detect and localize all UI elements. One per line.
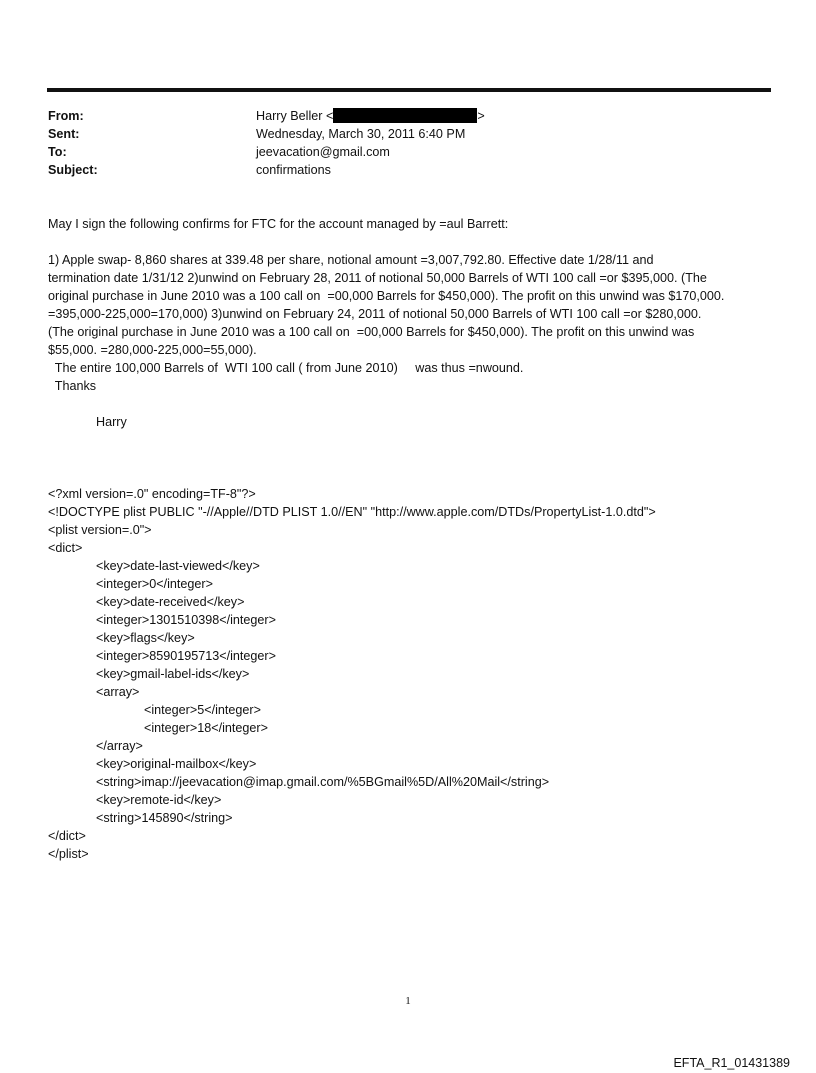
from-close: > — [477, 109, 485, 123]
plist-line: <integer>0</integer> — [96, 577, 213, 591]
plist-line: <array> — [96, 685, 140, 699]
body-line: =395,000-225,000=170,000) 3)unwind on February 24, 2011 of notional 50,000 Barrels of WTI 100 call =or $280,000. — [48, 307, 702, 321]
subject-value: confirmations — [256, 163, 331, 177]
to-label: To: — [48, 145, 67, 159]
body-line: 1) Apple swap- 8,860 shares at 339.48 per share, notional amount =3,007,792.80. Effective date 1/28/11 and — [48, 253, 654, 267]
plist-line: <integer>8590195713</integer> — [96, 649, 276, 663]
body-intro: May I sign the following confirms for FTC for the account managed by =aul Barrett: — [48, 217, 509, 231]
body-line: $55,000. =280,000-225,000=55,000). — [48, 343, 257, 357]
body-line: Thanks — [48, 379, 97, 393]
plist-line: <string>145890</string> — [96, 811, 233, 825]
header-rule — [47, 88, 771, 92]
body-line: (The original purchase in June 2010 was a 100 call on =00,000 Barrels for $450,000). The profit on this unwind was — [48, 325, 695, 339]
plist-line: <key>gmail-label-ids</key> — [96, 667, 250, 681]
plist-line: </array> — [96, 739, 143, 753]
plist-line: <!DOCTYPE plist PUBLIC "-//Apple//DTD PLIST 1.0//EN" "http://www.apple.com/DTDs/PropertyList-1.0.dtd"> — [48, 505, 656, 519]
plist-line: <dict> — [48, 541, 83, 555]
plist-line: <integer>18</integer> — [144, 721, 268, 735]
page-number: 1 — [405, 995, 411, 1007]
to-value: jeevacation@gmail.com — [256, 145, 390, 159]
plist-line: <key>date-received</key> — [96, 595, 245, 609]
from-value — [256, 107, 485, 125]
plist-line: <key>flags</key> — [96, 631, 195, 645]
plist-line: <integer>5</integer> — [144, 703, 261, 717]
plist-line: </plist> — [48, 847, 89, 861]
sent-value: Wednesday, March 30, 2011 6:40 PM — [256, 127, 466, 141]
plist-line: <integer>1301510398</integer> — [96, 613, 276, 627]
plist-line: </dict> — [48, 829, 86, 843]
from-name: Harry Beller < — [256, 109, 334, 123]
plist-line: <key>remote-id</key> — [96, 793, 222, 807]
subject-label: Subject: — [48, 163, 98, 177]
document-id: EFTA_R1_01431389 — [673, 1056, 790, 1070]
from-label: From: — [48, 109, 84, 123]
plist-line: <key>original-mailbox</key> — [96, 757, 257, 771]
body-line: The entire 100,000 Barrels of WTI 100 call ( from June 2010) was thus =nwound. — [48, 361, 524, 375]
plist-line: <?xml version=.0" encoding=TF-8"?> — [48, 487, 256, 501]
body-line: termination date 1/31/12 2)unwind on February 28, 2011 of notional 50,000 Barrels of WTI 100 call =or $395,000. (The — [48, 271, 707, 285]
plist-line: <string>imap://jeevacation@imap.gmail.com/%5BGmail%5D/All%20Mail</string> — [96, 775, 550, 789]
sent-label: Sent: — [48, 127, 80, 141]
signature: Harry — [96, 415, 127, 429]
plist-line: <key>date-last-viewed</key> — [96, 559, 260, 573]
body-line: original purchase in June 2010 was a 100 call on =00,000 Barrels for $450,000). The profit on this unwind was $170,000. — [48, 289, 725, 303]
redaction-block — [333, 108, 477, 123]
plist-line: <plist version=.0"> — [48, 523, 152, 537]
